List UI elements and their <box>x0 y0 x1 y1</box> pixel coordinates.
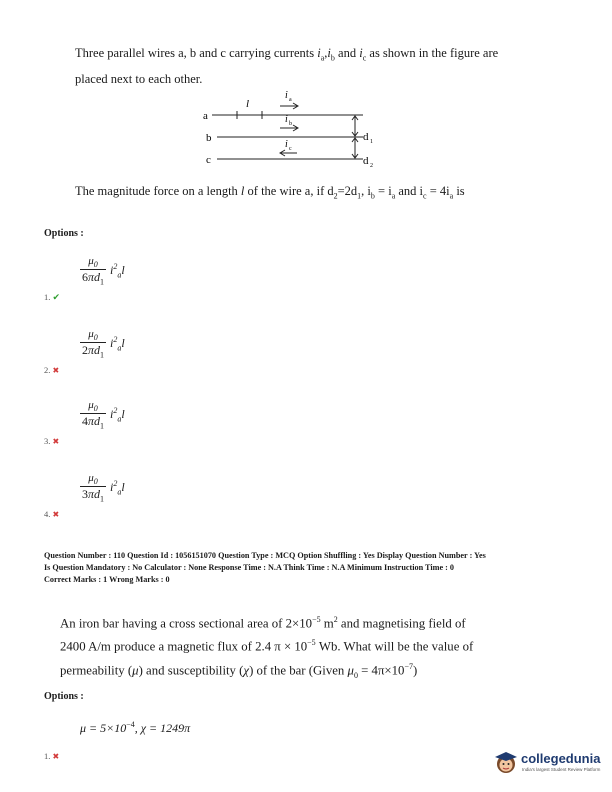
logo-name: collegedunia <box>521 751 601 766</box>
wire-b-label: b <box>206 132 212 144</box>
option-fraction: $\frac{\mu_0}{2\pi d_1}$ <box>82 328 105 360</box>
cross-icon: ✖ <box>52 366 60 375</box>
question-2-text: An iron bar having a cross sectional area of $2\times 10^{-5}$ $m^2$ and magnetising field of 2400 A/m produce a magnetic flux of 2.4 $\pi \times 10^{-5}$ Wb. What will be the value of permeability (μ) and susceptibility (χ) of the bar (Given $\mu_0 = 4\pi\times 10^{-7}$) <box>60 615 474 680</box>
ia-sub: a <box>289 97 292 103</box>
q1-option-3-number: 3. ✖ <box>44 436 60 446</box>
mascot-icon <box>493 748 519 776</box>
cross-icon: ✖ <box>52 510 60 519</box>
q1-option-1-number: 1. ✔ <box>44 292 61 302</box>
q1-option-2-number: 2. ✖ <box>44 365 60 375</box>
options-label-1: Options : <box>44 228 84 239</box>
ib-sub: b <box>289 121 292 127</box>
option-current-term: $i^2_al$ <box>110 406 125 424</box>
logo-tagline: India's largest Student Review Platform <box>522 767 601 772</box>
option-fraction: $\frac{\mu_0}{3\pi d_1}$ <box>82 472 105 504</box>
option-current-term: $i^2_al$ <box>110 479 125 497</box>
current-a-arrow <box>280 103 298 109</box>
q2-option-1-text2: , χ = 1249π <box>134 721 191 735</box>
option-current-term: $i^2_al$ <box>110 335 125 353</box>
length-label: l <box>246 98 250 110</box>
wire-c-label: c <box>206 154 211 166</box>
wire-a-label: a <box>203 110 208 122</box>
q1-option-4[interactable] <box>80 472 125 504</box>
q1-option-2[interactable] <box>80 328 125 360</box>
d2-label: d <box>363 155 369 167</box>
ic-label: i <box>285 139 288 150</box>
q2-option-1[interactable] <box>80 720 190 736</box>
collegedunia-logo <box>493 745 608 779</box>
ib-label: i <box>285 114 288 125</box>
q2-option-1-text: μ = 5×10 <box>80 721 127 735</box>
option-current-term: $i^2_al$ <box>110 262 125 280</box>
d1-arrow <box>352 116 358 136</box>
q1-option-3[interactable] <box>80 399 125 431</box>
ia-label: i <box>285 90 288 101</box>
d1-label: d <box>363 131 369 143</box>
d2-sub: 2 <box>370 163 373 169</box>
cross-icon: ✖ <box>52 437 60 446</box>
question-1-prompt: The magnitude force on a length l of the wire a, if $d_2=2d_1$, $i_b = i_a$ and $i_c = 4i_a$ is <box>75 184 465 201</box>
q2-option-1-exp: −4 <box>126 720 135 729</box>
check-icon: ✔ <box>52 292 61 302</box>
question-metadata: Question Number : 110 Question Id : 1056151070 Question Type : MCQ Option Shuffling : Yes Display Question Number : Yes Is Question Mandatory : No Calculator : None Response Time : N.A Think Time : N.A Minimum Instruction Time : 0 Correct Marks : 1 Wrong Marks : 0 <box>44 551 486 584</box>
q2-option-1-number: 1. ✖ <box>44 751 60 761</box>
options-label-2: Options : <box>44 691 84 702</box>
d1-sub: 1 <box>370 139 373 145</box>
question-1-text: Three parallel wires a, b and c carrying currents $i_a,i_b$ and $i_c$ as shown in the figure are placed next to each other. <box>75 46 499 86</box>
option-fraction: $\frac{\mu_0}{4\pi d_1}$ <box>82 399 105 431</box>
wires-figure <box>195 85 395 175</box>
q1-option-4-number: 4. ✖ <box>44 509 60 519</box>
ic-sub: c <box>289 146 292 152</box>
q1-option-1[interactable] <box>80 255 125 287</box>
d2-arrow <box>352 138 358 158</box>
option-fraction: $\frac{\mu_0}{6\pi d_1}$ <box>82 255 105 287</box>
cross-icon: ✖ <box>52 752 60 761</box>
